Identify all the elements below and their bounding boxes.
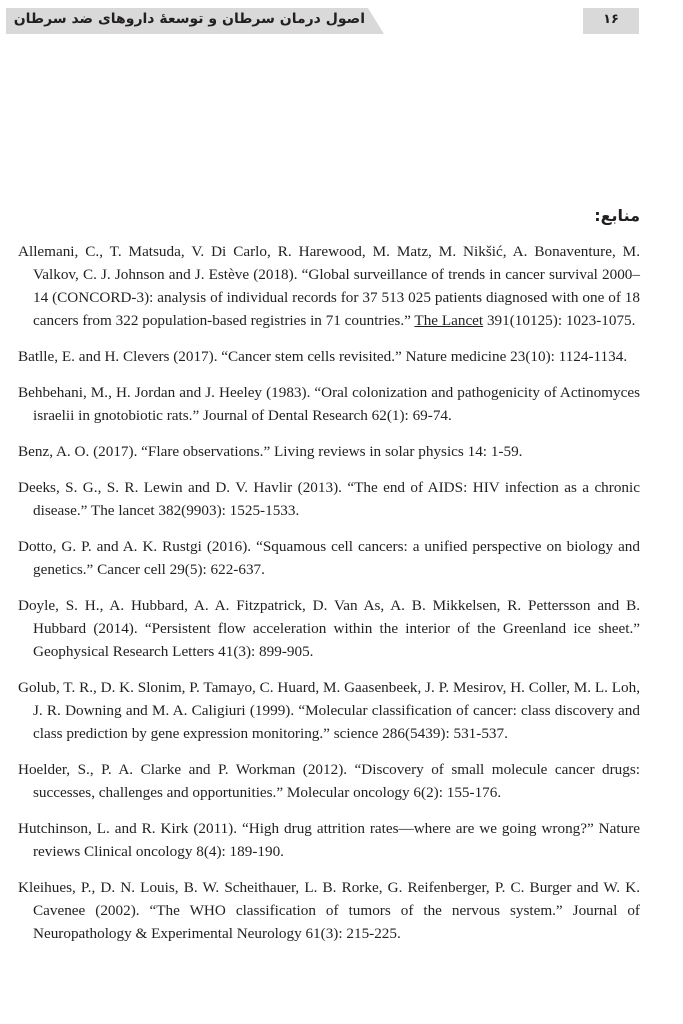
reference-entry: Dotto, G. P. and A. K. Rustgi (2016). “Squamous cell cancers: a unified perspective on biology and genetics.” Cancer cell 29(5): 622-637. — [18, 538, 640, 578]
reference-entry: Kleihues, P., D. N. Louis, B. W. Scheithauer, L. B. Rorke, G. Reifenberger, P. C. Burger and W. K. Cavenee (2002). “The WHO classification of tumors of the nervous system.” Journal of Neuropathology & Experimental Neurology 61(3): 215-225. — [18, 879, 640, 942]
journal-name-underlined: The Lancet — [414, 312, 484, 329]
reference-list — [18, 240, 640, 958]
references-heading: منابع: — [594, 206, 640, 225]
reference-entry: Benz, A. O. (2017). “Flare observations.” Living reviews in solar physics 14: 1-59. — [18, 443, 523, 460]
page-header — [0, 8, 683, 34]
reference-entry: Golub, T. R., D. K. Slonim, P. Tamayo, C. Huard, M. Gaasenbeek, J. P. Mesirov, H. Coller, M. L. Loh, J. R. Downing and M. A. Caligiuri (1999). “Molecular classification of cancer: class discovery and class prediction by gene expression monitoring.” science 286(5439): 531-537. — [18, 679, 640, 742]
page-number: ۱۶ — [603, 12, 619, 27]
reference-entry: Behbehani, M., H. Jordan and J. Heeley (1983). “Oral colonization and pathogenicity of Actinomyces israelii in gnotobiotic rats.” Journal of Dental Research 62(1): 69-74. — [18, 384, 640, 424]
reference-entry: Hoelder, S., P. A. Clarke and P. Workman (2012). “Discovery of small molecule cancer drugs: successes, challenges and opportunities.” Molecular oncology 6(2): 155-176. — [18, 761, 640, 801]
page-number-box — [583, 8, 639, 34]
reference-entry: Batlle, E. and H. Clevers (2017). “Cancer stem cells revisited.” Nature medicine 23(10): 1124-1134. — [18, 348, 628, 365]
reference-entry — [18, 240, 640, 332]
reference-entry: Deeks, S. G., S. R. Lewin and D. V. Havlir (2013). “The end of AIDS: HIV infection as a chronic disease.” The lancet 382(9903): 1525-1533. — [18, 479, 640, 519]
book-title: اصول درمان سرطان و توسعهٔ داروهای ضد سرطان — [13, 11, 365, 27]
reference-entry: Doyle, S. H., A. Hubbard, A. A. Fitzpatrick, D. Van As, A. B. Mikkelsen, R. Pettersson and B. Hubbard (2014). “Persistent flow acceleration within the interior of the Greenland ice sheet.” Geophysical Research Letters 41(3): 899-905. — [18, 597, 640, 660]
reference-text-end: 391(10125): 1023-1075. — [483, 312, 636, 329]
reference-text: Allemani, C., T. Matsuda, V. Di Carlo, R. Harewood, M. Matz, M. Nikšić, A. Bonaventure, M. Valkov, C. J. Johnson and J. Estève (2018). “Global surveillance of trends in cancer survival 2000–14 (CONCORD-3): analysis of individual records for 37 513 025 patients diagnosed with one of 18 cancers from 322 population-based registries in 71 countries.” — [18, 243, 640, 329]
reference-entry: Hutchinson, L. and R. Kirk (2011). “High drug attrition rates—where are we going wrong?” Nature reviews Clinical oncology 8(4): 189-190. — [18, 820, 640, 860]
